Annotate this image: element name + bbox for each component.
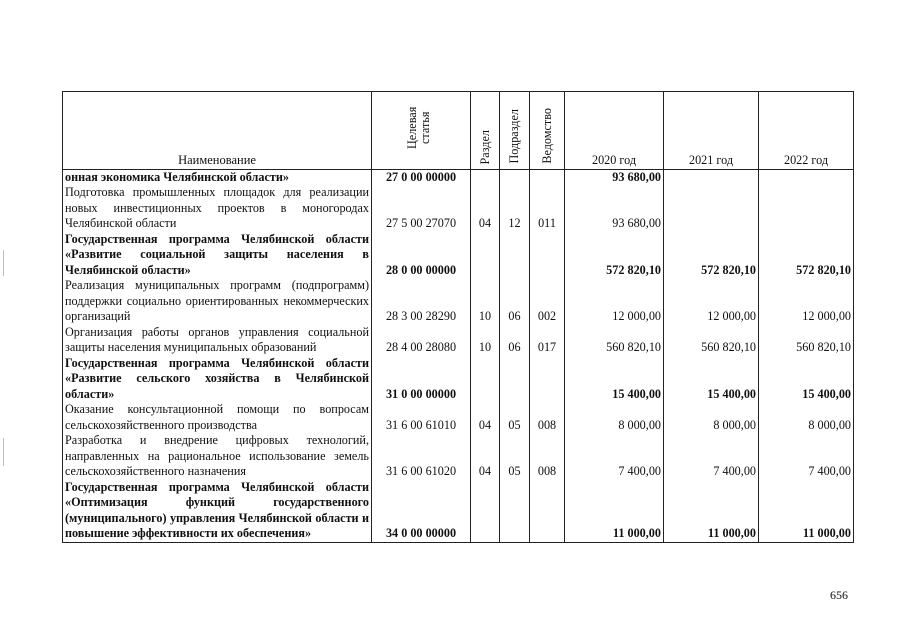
row-section <box>471 169 500 185</box>
header-name: Наименование <box>63 92 372 170</box>
row-2021 <box>664 185 759 232</box>
row-target-article: 28 3 00 28290 <box>372 278 471 325</box>
row-name: Разработка и внедрение цифровых технологий, направленных на рациональное использование земель сельскохозяйственного назначения <box>63 433 372 480</box>
row-name: Подготовка промышленных площадок для реализации новых инвестиционных проектов в моногородах Челябинской области <box>63 185 372 232</box>
row-2020: 93 680,00 <box>565 169 664 185</box>
row-department <box>530 356 565 403</box>
table-row <box>63 232 854 279</box>
row-2022: 15 400,00 <box>759 356 854 403</box>
row-target-article: 28 0 00 00000 <box>372 232 471 279</box>
row-2022 <box>759 169 854 185</box>
row-2021: 11 000,00 <box>664 480 759 543</box>
row-subsection: 05 <box>500 402 530 433</box>
row-section <box>471 356 500 403</box>
row-section: 04 <box>471 433 500 480</box>
row-2021: 15 400,00 <box>664 356 759 403</box>
row-2020: 8 000,00 <box>565 402 664 433</box>
row-2022: 8 000,00 <box>759 402 854 433</box>
row-department: 002 <box>530 278 565 325</box>
row-department <box>530 480 565 543</box>
header-year-2020: 2020 год <box>565 92 664 170</box>
row-name: Государственная программа Челябинской области «Оптимизация функций государственного (муниципального) управления Челябинской области и повышение эффективности их обеспечения» <box>63 480 372 543</box>
row-2020: 572 820,10 <box>565 232 664 279</box>
row-target-article: 31 6 00 61010 <box>372 402 471 433</box>
header-year-2021: 2021 год <box>664 92 759 170</box>
row-subsection: 12 <box>500 185 530 232</box>
row-subsection: 06 <box>500 325 530 356</box>
row-2022 <box>759 185 854 232</box>
row-2020: 11 000,00 <box>565 480 664 543</box>
row-2022: 7 400,00 <box>759 433 854 480</box>
row-2022: 572 820,10 <box>759 232 854 279</box>
row-section: 10 <box>471 325 500 356</box>
header-section: Раздел <box>471 92 500 170</box>
row-subsection: 06 <box>500 278 530 325</box>
row-department <box>530 232 565 279</box>
table-row <box>63 278 854 325</box>
row-name: Государственная программа Челябинской области «Развитие сельского хозяйства в Челябинской области» <box>63 356 372 403</box>
row-section: 10 <box>471 278 500 325</box>
row-2021: 560 820,10 <box>664 325 759 356</box>
row-target-article: 28 4 00 28080 <box>372 325 471 356</box>
row-name: Государственная программа Челябинской области «Развитие социальной защиты населения в Челябинской области» <box>63 232 372 279</box>
header-target-article: Целевая статья <box>372 92 471 170</box>
row-department: 008 <box>530 402 565 433</box>
row-target-article: 31 6 00 61020 <box>372 433 471 480</box>
row-subsection <box>500 169 530 185</box>
row-2020: 7 400,00 <box>565 433 664 480</box>
row-name: Оказание консультационной помощи по вопросам сельскохозяйственного производства <box>63 402 372 433</box>
row-2022: 11 000,00 <box>759 480 854 543</box>
row-2022: 560 820,10 <box>759 325 854 356</box>
scan-margin-mark <box>3 250 4 276</box>
row-subsection: 05 <box>500 433 530 480</box>
row-subsection <box>500 232 530 279</box>
page-number: 656 <box>830 588 848 602</box>
table-row <box>63 325 854 356</box>
row-department: 017 <box>530 325 565 356</box>
row-name: Организация работы органов управления социальной защиты населения муниципальных образований <box>63 325 372 356</box>
row-2021: 572 820,10 <box>664 232 759 279</box>
row-2022: 12 000,00 <box>759 278 854 325</box>
header-department: Ведомство <box>530 92 565 170</box>
row-target-article: 27 5 00 27070 <box>372 185 471 232</box>
table-row <box>63 480 854 543</box>
table-row <box>63 169 854 185</box>
table-row <box>63 433 854 480</box>
row-2021: 7 400,00 <box>664 433 759 480</box>
row-target-article: 27 0 00 00000 <box>372 169 471 185</box>
header-year-2022: 2022 год <box>759 92 854 170</box>
row-subsection <box>500 480 530 543</box>
row-2020: 560 820,10 <box>565 325 664 356</box>
row-department: 011 <box>530 185 565 232</box>
row-2020: 93 680,00 <box>565 185 664 232</box>
row-name: онная экономика Челябинской области» <box>63 169 372 185</box>
row-2021 <box>664 169 759 185</box>
row-2020: 12 000,00 <box>565 278 664 325</box>
scan-margin-mark <box>3 438 4 466</box>
table-row <box>63 356 854 403</box>
row-2021: 12 000,00 <box>664 278 759 325</box>
table-row <box>63 185 854 232</box>
budget-table <box>62 91 854 543</box>
table-header-row <box>63 92 854 170</box>
row-2020: 15 400,00 <box>565 356 664 403</box>
row-department: 008 <box>530 433 565 480</box>
row-target-article: 34 0 00 00000 <box>372 480 471 543</box>
row-section <box>471 232 500 279</box>
row-target-article: 31 0 00 00000 <box>372 356 471 403</box>
row-name: Реализация муниципальных программ (подпрограмм) поддержки социально ориентированных некоммерческих организаций <box>63 278 372 325</box>
row-department <box>530 169 565 185</box>
row-section <box>471 480 500 543</box>
row-section: 04 <box>471 185 500 232</box>
header-subsection: Подраздел <box>500 92 530 170</box>
row-section: 04 <box>471 402 500 433</box>
table-row <box>63 402 854 433</box>
row-2021: 8 000,00 <box>664 402 759 433</box>
row-subsection <box>500 356 530 403</box>
